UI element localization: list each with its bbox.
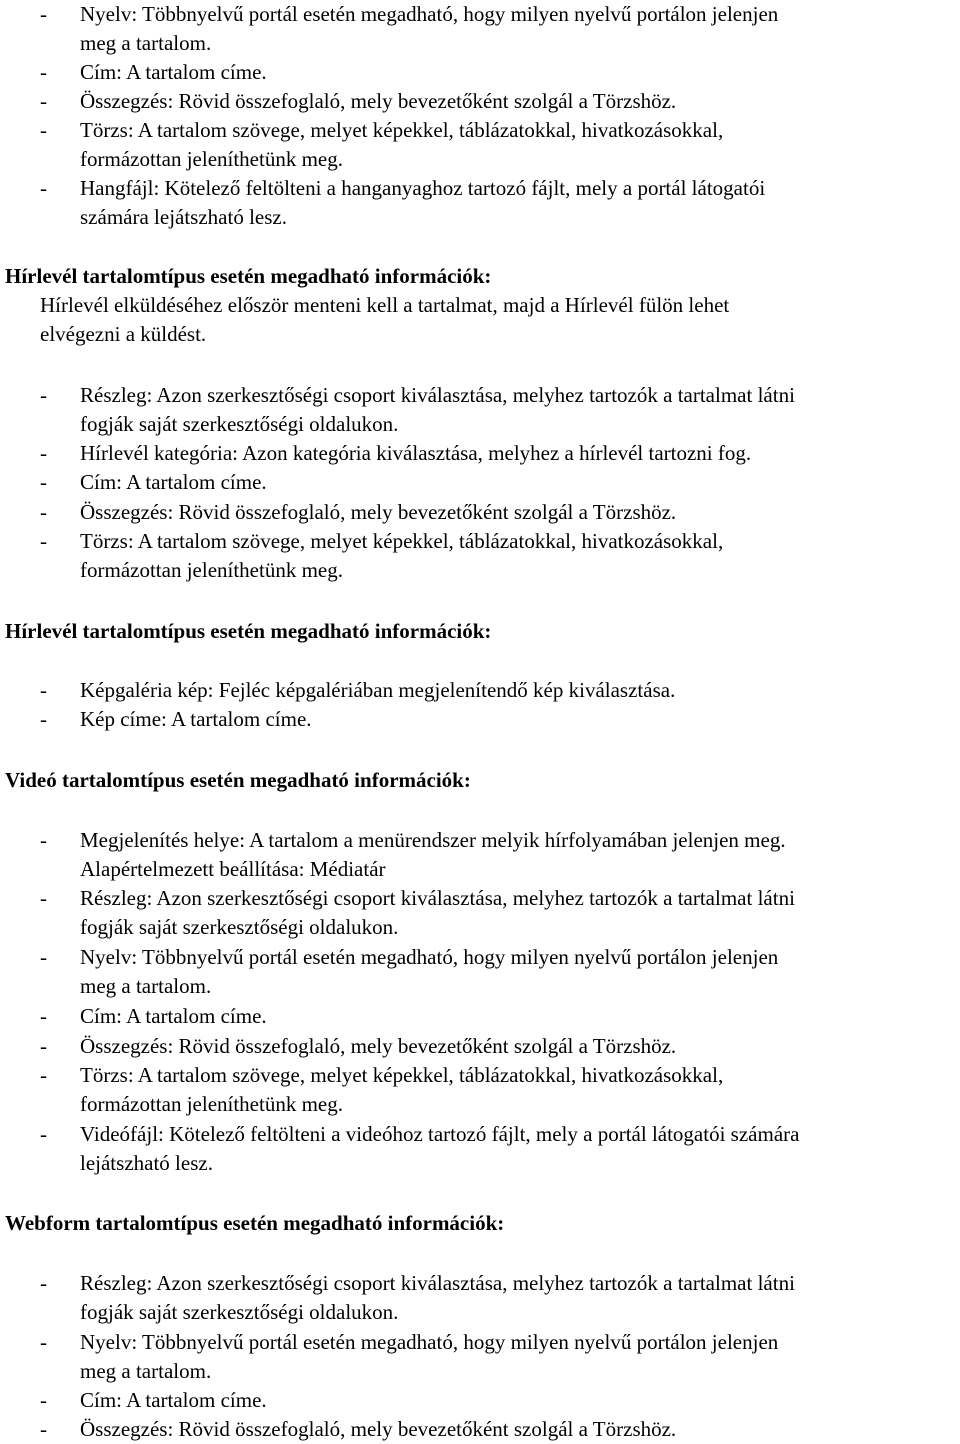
section-heading: Webform tartalomtípus esetén megadható információk: <box>5 1211 505 1235</box>
intro-paragraph-line: elvégezni a küldést. <box>40 322 207 346</box>
section-heading: Videó tartalomtípus esetén megadható információk: <box>5 768 471 792</box>
section-heading: Hírlevél tartalomtípus esetén megadható információk: <box>5 619 492 643</box>
intro-paragraph-line: Hírlevél elküldéséhez először menteni kell a tartalmat, majd a Hírlevél fülön lehet <box>40 293 730 317</box>
section-heading: Hírlevél tartalomtípus esetén megadható információk: <box>5 264 492 288</box>
